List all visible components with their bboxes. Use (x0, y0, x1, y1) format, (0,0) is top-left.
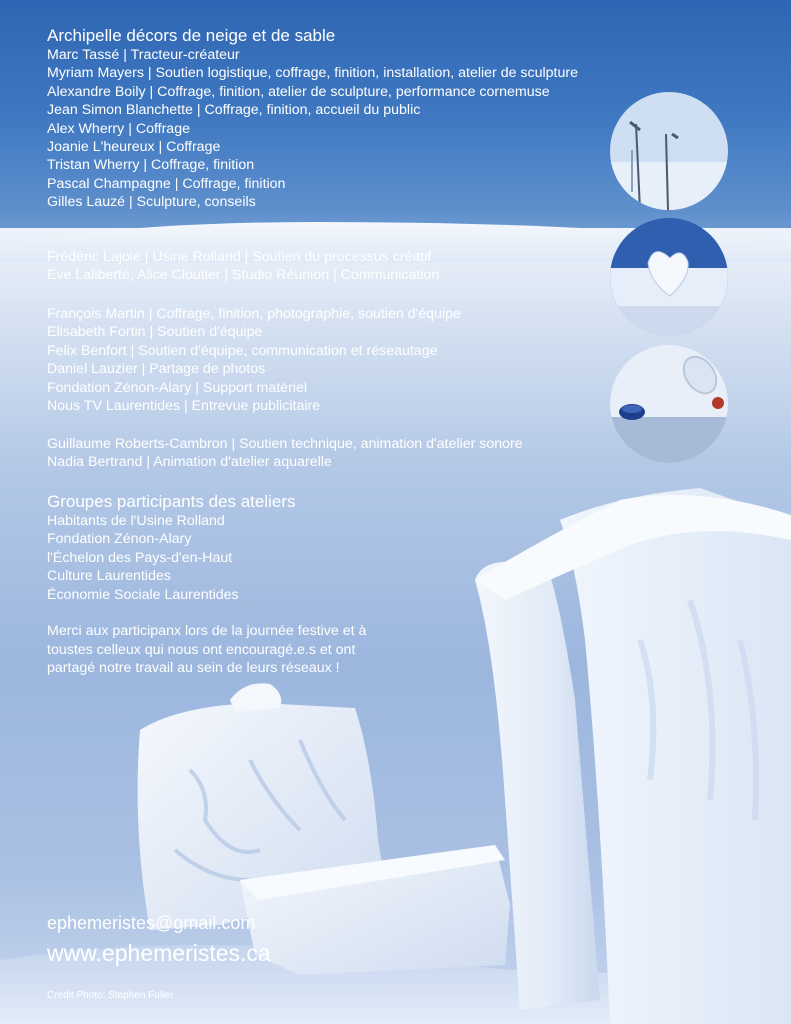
thanks-message: Merci aux participanx lors de la journée festive et à toustes celleux qui nous ont encouragé.e.s et ont partagé notre travail au sein de leurs réseaux ! (47, 623, 367, 677)
group-line: Fondation Zénon-Alary (47, 531, 192, 548)
face-sculpture-top (230, 683, 281, 712)
credit-line: Myriam Mayers | Soutien logistique, coffrage, finition, installation, atelier de sculpture (47, 65, 578, 82)
credits-archipelle (47, 26, 578, 212)
credit-line: Tristan Wherry | Coffrage, finition (47, 157, 255, 174)
credit-line: Guillaume Roberts-Cambron | Soutien technique, animation d'atelier sonore (47, 436, 523, 452)
credit-line: Fondation Zénon-Alary | Support matériel (47, 379, 307, 396)
group-line: l'Échelon des Pays-d'en-Haut (47, 549, 233, 566)
contact-email[interactable]: ephemeristes@gmail.com (47, 913, 256, 933)
credit-line: Jean Simon Blanchette | Coffrage, finition, accueil du public (47, 102, 421, 119)
credit-line: Pascal Champagne | Coffrage, finition (47, 175, 286, 192)
credit-line: Nadia Bertrand | Animation d'atelier aquarelle (47, 454, 332, 471)
credit-line: Alexandre Boily | Coffrage, finition, atelier de sculpture, performance cornemuse (47, 83, 550, 100)
credits-partners (47, 248, 439, 285)
credit-line: Alex Wherry | Coffrage (47, 120, 190, 137)
credit-line: Gilles Lauzé | Sculpture, conseils (47, 194, 256, 211)
group-line: Économie Sociale Laurentides (47, 586, 239, 603)
credit-line: Frédéric Lajoie | Usine Rolland | Soutien du processus créatif (47, 249, 432, 265)
participating-groups (47, 492, 296, 604)
photo-credit: Credit Photo: Stephen Fuller (47, 990, 174, 1001)
credit-line: Marc Tassé | Tracteur-créateur (47, 47, 240, 63)
microphone-stands-icon (610, 92, 728, 210)
credit-line: Joanie L'heureux | Coffrage (47, 139, 221, 156)
photo-circle-heart (610, 218, 728, 336)
section-heading: Archipelle décors de neige et de sable (47, 26, 336, 45)
section-heading: Groupes participants des ateliers (47, 492, 296, 511)
credit-line: Eve Laliberté, Alice Cloutier | Studio Réunion | Communication (47, 267, 440, 284)
credit-line: Felix Benfort | Soutien d'équipe, communication et réseautage (47, 342, 438, 359)
credit-line: François Martin | Coffrage, finition, photographie, soutien d'équipe (47, 306, 461, 322)
credit-line: Daniel Lauzier | Partage de photos (47, 361, 266, 378)
credits-workshops (47, 435, 523, 472)
credit-line: Elisabeth Fortin | Soutien d'équipe (47, 324, 263, 341)
credits-support (47, 305, 461, 415)
photo-circle-microphones (610, 92, 728, 210)
photo-circle-glass (610, 345, 728, 463)
website-link[interactable]: www.ephemeristes.ca (47, 940, 271, 966)
group-line: Culture Laurentides (47, 568, 171, 585)
glass-lens-icon (610, 345, 728, 463)
credit-line: Nous TV Laurentides | Entrevue publicitaire (47, 398, 321, 415)
snow-heart-icon (610, 218, 728, 336)
group-line: Habitants de l'Usine Rolland (47, 513, 225, 529)
